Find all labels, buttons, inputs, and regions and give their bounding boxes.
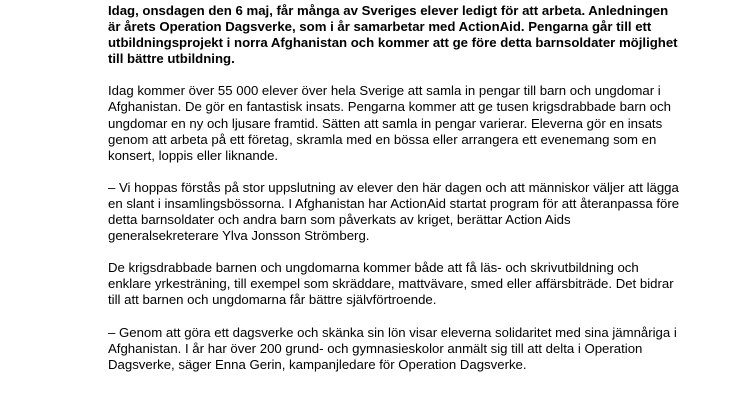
lead-paragraph [108,3,740,67]
paragraph-line: Afghanistan. De gör en fantastisk insats. Pengarna kommer att ge tusen krigsdrabbade barn och [108,99,671,115]
paragraph-line: Afghanistan. I år har över 200 grund- och gymnasieskolor anmält sig till att delta i Operation [108,340,643,356]
paragraph-line: Dagsverke, säger Enna Gerin, kampanjledare för Operation Dagsverke. [108,356,527,372]
body-paragraph-4 [108,325,740,373]
paragraph-line: en slant i insamlingsbössorna. I Afghanistan har ActionAid startat program för att återanpassa före [108,195,680,211]
paragraph-line: genom att arbeta på ett företag, skramla med en bössa eller arrangera ett evenemang som en [108,131,657,147]
lead-line: till bättre utbildning. [108,51,235,67]
body-paragraph-2 [108,180,740,244]
paragraph-spacer [108,164,740,180]
paragraph-line: – Vi hoppas förstås på stor uppslutning av elever den här dagen och att människor väljer att lägga [108,179,679,195]
lead-line: utbildningsprojekt i norra Afghanistan och kommer att ge före detta barnsoldater möjlighet [108,35,678,51]
document-body [108,3,740,373]
paragraph-spacer [108,67,740,83]
paragraph-line: ungdomar en ny och ljusare framtid. Sätten att samla in pengar varierar. Eleverna gör en insats [108,115,663,131]
paragraph-line: De krigsdrabbade barnen och ungdomarna kommer både att få läs- och skrivutbildning och [108,260,639,276]
paragraph-line: Idag kommer över 55 000 elever över hela Sverige att samla in pengar till barn och ungdomar i [108,83,661,99]
paragraph-line: till att barnen och ungdomarna får bättre självförtroende. [108,292,437,308]
body-paragraph-1 [108,83,740,163]
lead-line: är årets Operation Dagsverke, som i år samarbetar med ActionAid. Pengarna går till ett [108,19,652,35]
lead-line: Idag, onsdagen den 6 maj, får många av Sveriges elever ledigt för att arbeta. Anledningen [108,3,669,18]
paragraph-spacer [108,309,740,325]
paragraph-spacer [108,244,740,260]
paragraph-line: detta barnsoldater och andra barn som påverkats av kriget, berättar Action Aids [108,212,571,228]
paragraph-line: – Genom att göra ett dagsverke och skänka sin lön visar eleverna solidaritet med sina jämnåriga i [108,324,677,340]
body-paragraph-3 [108,260,740,308]
paragraph-line: enklare yrkesträning, till exempel som skräddare, mattvävare, smed eller affärsbiträde. Det bidrar [108,276,674,292]
paragraph-line: konsert, loppis eller liknande. [108,147,279,163]
paragraph-line: generalsekreterare Ylva Jonsson Strömberg. [108,228,370,244]
